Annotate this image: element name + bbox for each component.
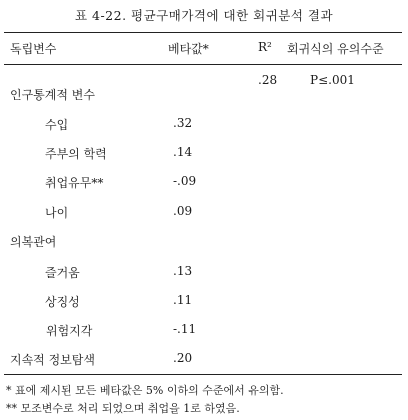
table-title: 표 4-22. 평균구매가격에 대한 회귀분석 결과 <box>74 8 334 23</box>
row-beta: .14 <box>173 145 193 159</box>
row-label: 인구통계적 변수 <box>10 88 95 102</box>
header-variable: 독립변수 <box>10 42 57 56</box>
top-rule <box>4 32 402 33</box>
footnote: * 표에 제시된 모든 베타값은 5% 이하의 수준에서 유의함. <box>6 384 284 397</box>
row-label: 지속적 정보탐색 <box>10 353 95 367</box>
row-beta: .20 <box>173 351 193 365</box>
header-r2: R² <box>258 40 272 54</box>
row-beta: .32 <box>173 116 193 130</box>
row-label: 나이 <box>45 206 69 220</box>
model-significance: P≤.001 <box>310 73 355 87</box>
row-beta: -.09 <box>173 174 197 188</box>
row-beta: .11 <box>173 293 193 307</box>
footnote: ** 모조변수로 처리 되었으며 취업을 1로 하였음. <box>6 402 240 415</box>
bottom-rule <box>4 374 402 375</box>
row-label: 즐거움 <box>45 266 80 280</box>
row-label: 주부의 학력 <box>45 147 107 161</box>
row-label: 의복관여 <box>10 235 57 249</box>
row-beta: .13 <box>173 264 193 278</box>
header-beta: 베타값* <box>168 42 209 56</box>
header-rule <box>4 64 402 65</box>
row-label: 취업유무** <box>45 176 104 190</box>
row-label: 위험지각 <box>46 324 93 338</box>
model-r2: .28 <box>258 73 278 87</box>
row-label: 상징성 <box>45 295 80 309</box>
row-beta: -.11 <box>173 322 197 336</box>
row-label: 수입 <box>45 118 69 132</box>
row-beta: .09 <box>173 204 193 218</box>
header-significance: 회귀식의 유의수준 <box>287 42 384 56</box>
